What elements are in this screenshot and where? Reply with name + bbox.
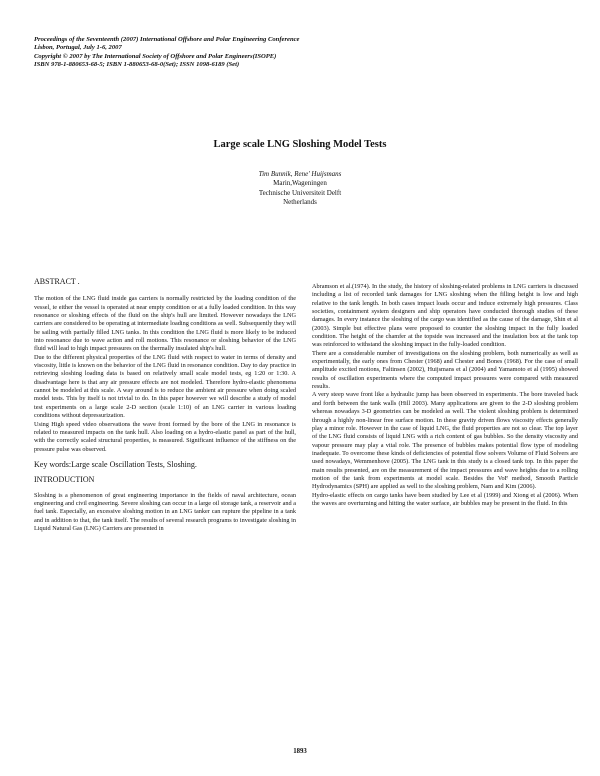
header-conference: Proceedings of the Seventeenth (2007) International Offshore and Polar Engineering Conference: [34, 36, 300, 43]
right-paragraph-2: There are a considerable number of investigations on the sloshing problem, both numerically as well as experimentally, the early ones from Chester (1968) and Chester and Bones (1968). For the case of small amplitude excited motions, Faltinsen (2002), Huijsmans et al (2004) and Yamamoto et al (1995) showed results of oscillation experiments where the computed impact pressures were compared with measured results.: [312, 349, 578, 391]
header-isbn: ISBN 978-1-880653-68-5; ISBN 1-880653-68-0(Set); ISSN 1098-6189 (Set): [34, 61, 240, 69]
paper-title: Large scale LNG Sloshing Model Tests: [213, 139, 387, 150]
page-number: 1893: [293, 748, 307, 755]
author-names: Tim Bunnik, Rene' Huijsmans: [258, 170, 342, 178]
affiliation-country: Netherlands: [283, 198, 317, 207]
header-copyright: Copyright © 2007 by The International Society of Offshore and Polar Engineers(ISOPE): [34, 52, 277, 60]
authors-block: [0, 170, 600, 208]
introduction-paragraph-1: Sloshing is a phenomenon of great engineering importance in the fields of naval architecture, ocean engineering and civil engineering. Severe sloshing can occur in a large oil storage tank, a reservoir and a fuel tank. Especially, an excessive sloshing motion in an LNG tanker can rupture the pipeline in a tank and in addition to that, the tank itself. The results of several research programs to investigate sloshing in Liquid Natural Gas (LNG) Carriers are presented in: [34, 491, 296, 532]
right-column: [312, 283, 578, 508]
abstract-paragraph-2: Due to the different physical properties of the LNG fluid with respect to water in terms of density and viscosity, little is known on the behavior of the LNG fluid in resonance condition. Day to day practice in retrieving sloshing loading data is based on relatively small scale model tests, eg 1:20 or 1:30. A disadvantage here is that any air pressure effects are not modeled. Therefore hydro-elastic phenomena cannot be modeled at this scale. A way around is to reduce the ambient air pressure when doing scaled model tests. This by itself is not trivial to do. In this paper however we will describe a study of model test experiments on a large scale 2-D section (scale 1:10) of an LNG carrier in various loading conditions without depressurization.: [34, 353, 296, 420]
abstract-paragraph-1: The motion of the LNG fluid inside gas carriers is normally restricted by the loading condition of the vessel, ie either the vessel is operated at near empty condition or at a fully loaded condition. In this way resonance or sloshing effects of the fluid on the ship's hull are limited. However nowadays the LNG carriers are considered to be operating at intermediate loading conditions as well. Subsequently they will be sailing with partially filled LNG tanks. In this condition the LNG fluid is more likely to be induced into resonance due to wave action and roll motions. This resonance or sloshing behavior of the LNG fluid will lead to high impact pressures on the thermally insulated ship's hull.: [34, 295, 296, 353]
abstract-paragraph-3: Using High speed video observations the wave front formed by the bore of the LNG in resonance is related to measured impacts on the tank hull. Also loading on a hydro-elastic panel as part of the hull, with the correctly scaled structural properties, is measured. Significant influence of the stiffness on the pressure pulse was observed.: [34, 420, 296, 453]
introduction-heading: INTRODUCTION: [34, 475, 95, 485]
abstract-heading: ABSTRACT .: [34, 277, 80, 286]
affiliation-marin: Marin,Wageningen: [273, 179, 327, 188]
right-paragraph-1: Abramson et al.(1974). In the study, the history of sloshing-related problems in LNG carriers is discussed including a list of recorded tank damages for LNG sloshing when the filling height is low and high relative to the tank length. In both cases impact loads occur and induce extremely high pressures. Class societies, containment system designers and ship operators have conducted thorough studies of these damages. In every instance the sloshing of the cargo was identified as the cause of the damage, Shin et al (2003). Simple but effective plans were proposed to counter the sloshing impact in the fully loaded condition. The height of the chamfer at the topside was increased and the insulation box at the tank top was reinforced to withstand the sloshing impact in the fully-loaded condition.: [312, 283, 578, 349]
header-location: Lisbon, Portugal, July 1-6, 2007: [34, 44, 122, 52]
right-paragraph-3: A very steep wave front like a hydraulic jump has been observed in experiments. The bore traveled back and forth between the tank walls (Hill 2003). Many applications are given to the 2-D sloshing problem whereas nowadays 3-D geometries can be modeled as well. The violent sloshing problem is determined through a highly non-linear free surface motion. In these gravity driven flows viscosity effects generally play a minor role. However in the case of liquid LNG, the fluid properties are not so clear. The top layer of the LNG fluid consists of liquid LNG with a rich content of gas bubbles. So the density viscosity and vapour pressure may play a vital role. The presence of bubbles makes potential flow type of modeling inadequate. To overcome these kinds of deficiencies of potential flow solvers Volume of Fluid Solvers are used nowadays, Wemmenhove (2005). The LNG tank in this study is a closed tank top. In this paper the main results presented, are on the measurement of the impact pressures and wave heights due to a rolling motion of the tank from experiments at model scale. Besides the VoF method, Smooth Particle Hydrodynamics (SPH) are applied as well to the sloshing problem, Nam and Kim (2006).: [312, 391, 578, 491]
left-column: [34, 278, 296, 533]
proceedings-header: [34, 36, 574, 70]
right-paragraph-4: Hydro-elastic effects on cargo tanks have been studied by Lee et al (1999) and Xiong et al (2006). When the waves are overturning and hitting the water surface, air bubbles may be present in the fluid. In this: [312, 491, 578, 507]
affiliation-delft: Technische Universiteit Delft: [258, 188, 342, 197]
keywords-line: Key words:Large scale Oscillation Tests, Sloshing.: [34, 459, 197, 469]
